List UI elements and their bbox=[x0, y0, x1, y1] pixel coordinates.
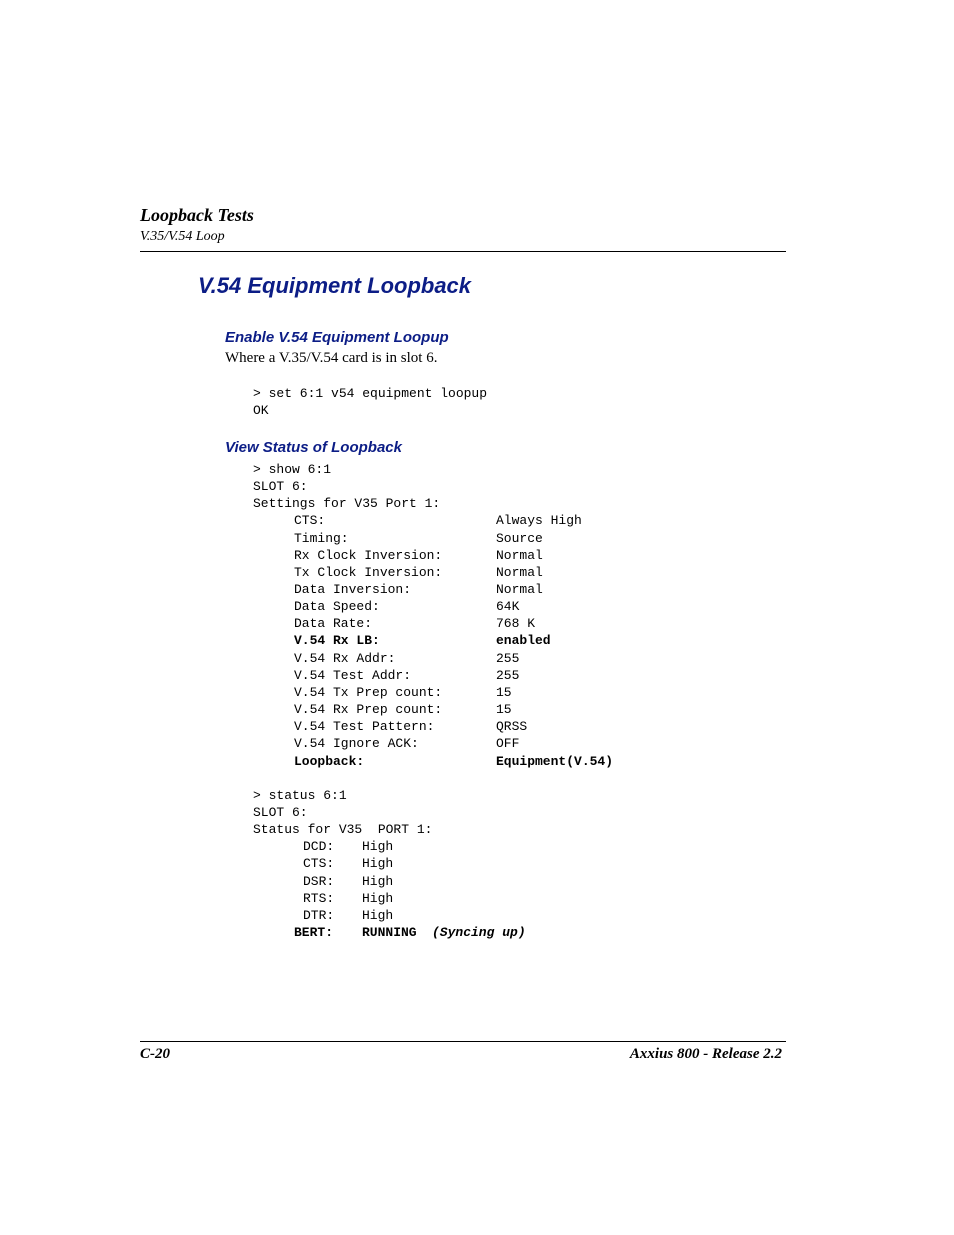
enable-description: Where a V.35/V.54 card is in slot 6. bbox=[225, 350, 438, 366]
setting-value: Normal bbox=[496, 565, 543, 580]
settings-title: Settings for V35 Port 1: bbox=[253, 496, 441, 511]
product-release: Axxius 800 - Release 2.2 bbox=[629, 1046, 782, 1062]
setting-value: 255 bbox=[496, 668, 520, 683]
status-label: CTS: bbox=[303, 856, 335, 871]
setting-value: QRSS bbox=[496, 719, 528, 734]
status-value: High bbox=[362, 839, 394, 854]
status-slot: SLOT 6: bbox=[253, 805, 308, 820]
status-value: High bbox=[362, 908, 394, 923]
running-header-subtitle: V.35/V.54 Loop bbox=[140, 229, 225, 244]
setting-value: Equipment(V.54) bbox=[496, 754, 614, 769]
setting-label: V.54 Test Pattern: bbox=[294, 719, 435, 734]
setting-label: Data Rate: bbox=[294, 616, 373, 631]
view-heading: View Status of Loopback bbox=[225, 439, 402, 456]
setting-value: Source bbox=[496, 531, 543, 546]
setting-label: V.54 Ignore ACK: bbox=[294, 736, 419, 751]
bert-label: BERT: bbox=[294, 925, 334, 940]
status-command: > status 6:1 bbox=[253, 788, 347, 803]
show-slot: SLOT 6: bbox=[253, 479, 308, 494]
setting-label: V.54 Rx Addr: bbox=[294, 651, 396, 666]
setting-label: Data Inversion: bbox=[294, 582, 412, 597]
setting-value: 64K bbox=[496, 599, 520, 614]
running-header-title: Loopback Tests bbox=[140, 205, 254, 225]
status-title: Status for V35 PORT 1: bbox=[253, 822, 433, 837]
status-value: High bbox=[362, 856, 394, 871]
bert-note: (Syncing up) bbox=[432, 925, 526, 940]
status-label: DSR: bbox=[303, 874, 335, 889]
show-command: > show 6:1 bbox=[253, 462, 332, 477]
setting-value: Always High bbox=[496, 513, 582, 528]
setting-value: 15 bbox=[496, 685, 512, 700]
setting-value: OFF bbox=[496, 736, 520, 751]
setting-label: Tx Clock Inversion: bbox=[294, 565, 443, 580]
status-value: High bbox=[362, 874, 394, 889]
status-value: High bbox=[362, 891, 394, 906]
enable-heading: Enable V.54 Equipment Loopup bbox=[225, 329, 449, 346]
section-title: V.54 Equipment Loopback bbox=[198, 273, 472, 298]
status-label: DCD: bbox=[303, 839, 335, 854]
setting-label: V.54 Rx Prep count: bbox=[294, 702, 443, 717]
setting-label: Loopback: bbox=[294, 754, 365, 769]
setting-label: CTS: bbox=[294, 513, 326, 528]
setting-value: 255 bbox=[496, 651, 520, 666]
setting-label: V.54 Tx Prep count: bbox=[294, 685, 443, 700]
bert-value: RUNNING bbox=[362, 925, 417, 940]
enable-response: OK bbox=[253, 403, 269, 418]
page-number: C-20 bbox=[140, 1046, 170, 1062]
setting-value: Normal bbox=[496, 548, 543, 563]
header-rule bbox=[140, 251, 786, 252]
setting-label: V.54 Rx LB: bbox=[294, 633, 380, 648]
setting-label: Data Speed: bbox=[294, 599, 380, 614]
setting-value: 15 bbox=[496, 702, 512, 717]
setting-value: enabled bbox=[496, 633, 551, 648]
setting-label: Rx Clock Inversion: bbox=[294, 548, 443, 563]
footer-rule bbox=[140, 1041, 786, 1042]
setting-label: Timing: bbox=[294, 531, 349, 546]
status-label: DTR: bbox=[303, 908, 335, 923]
setting-value: 768 K bbox=[496, 616, 536, 631]
status-label: RTS: bbox=[303, 891, 335, 906]
enable-command: > set 6:1 v54 equipment loopup bbox=[253, 386, 488, 401]
setting-label: V.54 Test Addr: bbox=[294, 668, 412, 683]
setting-value: Normal bbox=[496, 582, 543, 597]
